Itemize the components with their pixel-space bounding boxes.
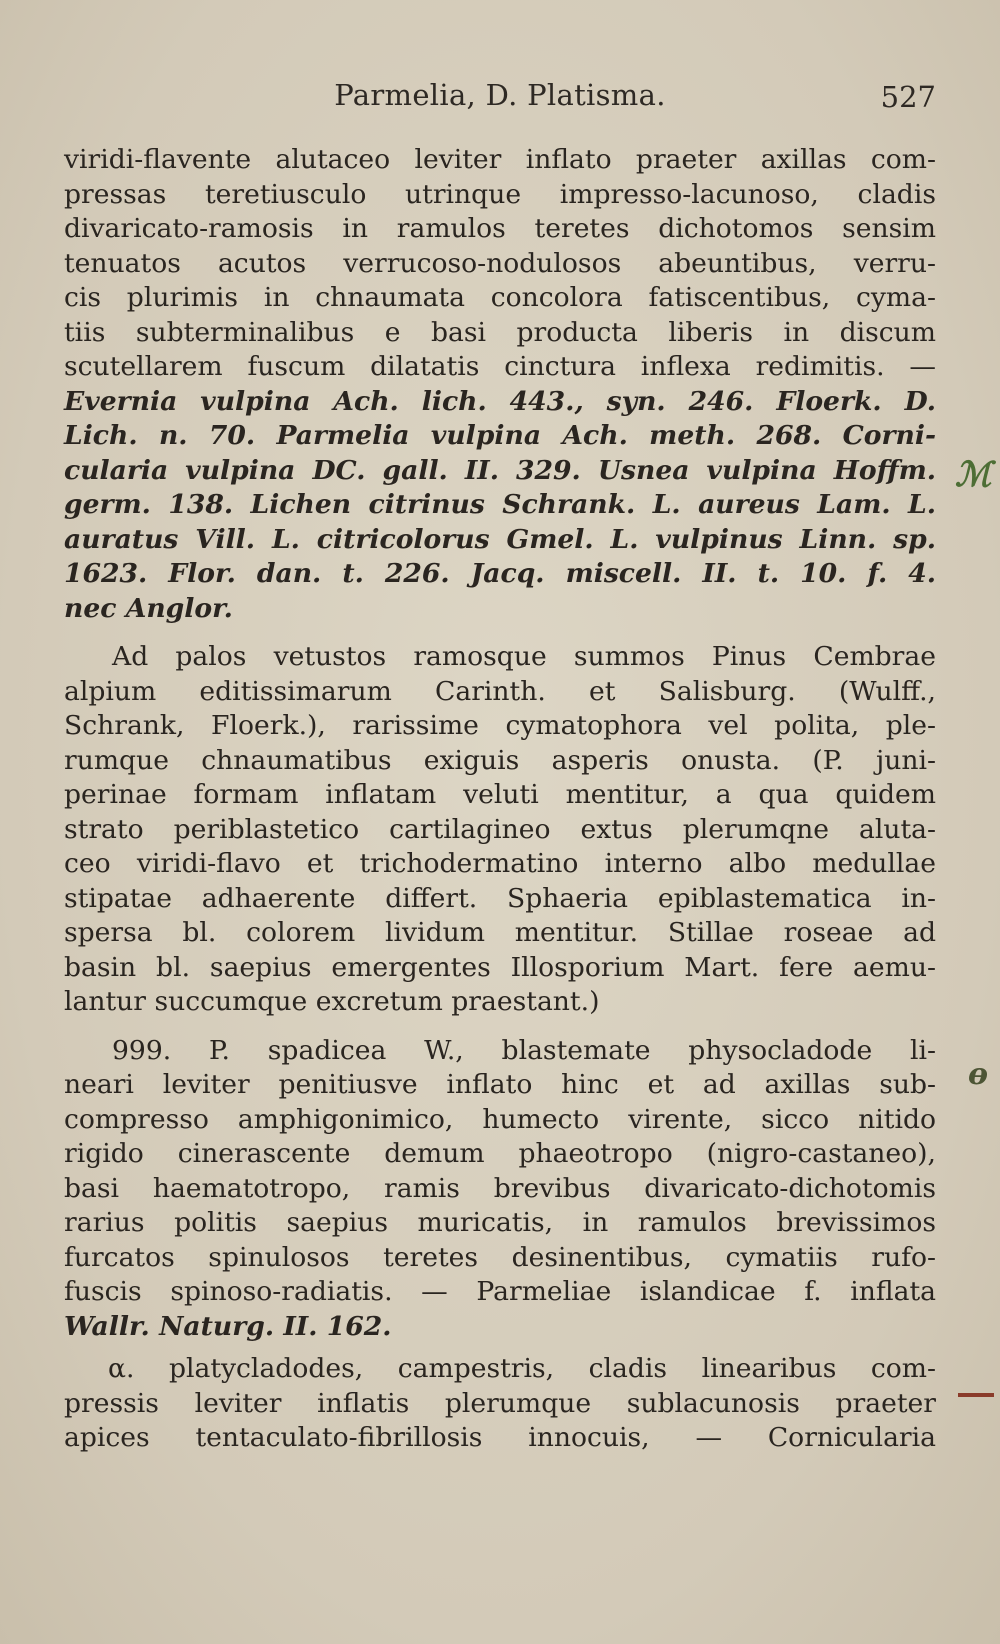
paragraph-habitat — [64, 640, 936, 1020]
text-line: neari leviter penitiusve inflato hinc et ad axillas sub- — [64, 1069, 936, 1100]
synonym-line: 1623. Flor. dan. t. 226. Jacq. miscell. II. t. 10. f. 4. — [64, 558, 936, 589]
text-line: Ad palos vetustos ramosque summos Pinus Cembrae — [112, 641, 936, 672]
synonym-line: nec Anglor. — [64, 592, 233, 624]
text-line: rigido cinerascente demum phaeotropo (nigro-castaneo), — [64, 1138, 936, 1169]
text-line: lantur succumque excretum praestant.) — [64, 986, 600, 1017]
text-line: compresso amphigonimico, humecto virente, sicco nitido — [64, 1103, 936, 1135]
species-heading-line: 999. P. spadicea W., blastemate physocladode li- — [112, 1034, 936, 1066]
text-line: ceo viridi-flavo et trichodermatino interno albo medullae — [64, 848, 936, 879]
text-line: pressis leviter inflatis plerumque sublacunosis praeter — [64, 1387, 936, 1419]
text-line: spersa bl. colorem lividum mentitur. Stillae roseae ad — [64, 917, 936, 948]
text-line: rarius politis saepius muricatis, in ramulos brevissimos — [64, 1207, 936, 1238]
synonym-line: cularia vulpina DC. gall. II. 329. Usnea vulpina Hoffm. — [64, 454, 936, 486]
text-line: cis plurimis in chnaumata concolora fatiscentibus, cyma- — [64, 282, 936, 313]
paragraph-variety-alpha — [64, 1352, 936, 1456]
page-number: 527 — [880, 80, 936, 114]
synonym-line: Lich. n. 70. Parmelia vulpina Ach. meth. 268. Corni- — [64, 420, 936, 451]
text-line: tiis subterminalibus e basi producta liberis in discum — [64, 316, 936, 348]
text-line: fuscis spinoso-radiatis. — Parmeliae islandicae f. inflata — [64, 1276, 936, 1307]
body-text — [64, 143, 936, 1456]
text-line: tenuatos acutos verrucoso-nodulosos abeuntibus, verru- — [64, 247, 936, 279]
text-line: Schrank, Floerk.), rarissime cymatophora vel polita, ple- — [64, 710, 936, 741]
text-line: viridi-flavente alutaceo leviter inflato praeter axillas com- — [64, 144, 936, 175]
text-line: stipatae adhaerente differt. Sphaeria epiblastematica in- — [64, 882, 936, 914]
synonym-line: germ. 138. Lichen citrinus Schrank. L. aureus Lam. L. — [64, 489, 936, 520]
text-line: perinae formam inflatam veluti mentitur, a qua quidem — [64, 779, 936, 810]
paragraph-description — [64, 143, 936, 626]
text-line: divaricato-ramosis in ramulos teretes dichotomos sensim — [64, 213, 936, 244]
text-line: basin bl. saepius emergentes Illosporium Mart. fere aemu- — [64, 951, 936, 983]
margin-dash-mark — [958, 1393, 994, 1397]
running-title: Parmelia, D. Platisma. — [334, 78, 666, 112]
text-line: furcatos spinulosos teretes desinentibus, cymatiis rufo- — [64, 1241, 936, 1273]
text-line: alpium editissimarum Carinth. et Salisburg. (Wulff., — [64, 675, 936, 707]
text-line: scutellarem fuscum dilatatis cinctura inflexa redimitis. — — [64, 351, 936, 382]
text-line: strato periblastetico cartilagineo extus plerumqne aluta- — [64, 813, 936, 845]
page-header — [64, 78, 936, 118]
margin-annotation: ɵ — [968, 1057, 989, 1092]
text-line: apices tentaculato-fibrillosis innocuis, — Cornicularia — [64, 1422, 936, 1453]
synonym-line: Wallr. Naturg. II. 162. — [64, 1310, 392, 1342]
synonym-line: auratus Vill. L. citricolorus Gmel. L. vulpinus Linn. sp. — [64, 523, 936, 555]
variety-heading-line: α. platycladodes, campestris, cladis linearibus com- — [108, 1353, 936, 1384]
margin-annotation: ℳ — [955, 455, 992, 495]
text-line: basi haematotropo, ramis brevibus divaricato-dichotomis — [64, 1172, 936, 1204]
text-line: pressas teretiusculo utrinque impresso-lacunoso, cladis — [64, 178, 936, 210]
text-line: rumque chnaumatibus exiguis asperis onusta. (P. juni- — [64, 744, 936, 776]
paragraph-species-999 — [64, 1034, 936, 1345]
paragraph-gap — [64, 1020, 936, 1034]
paragraph-gap — [64, 626, 936, 640]
synonym-line: Evernia vulpina Ach. lich. 443., syn. 246. Floerk. D. — [64, 385, 936, 417]
paragraph-gap — [64, 1344, 936, 1352]
